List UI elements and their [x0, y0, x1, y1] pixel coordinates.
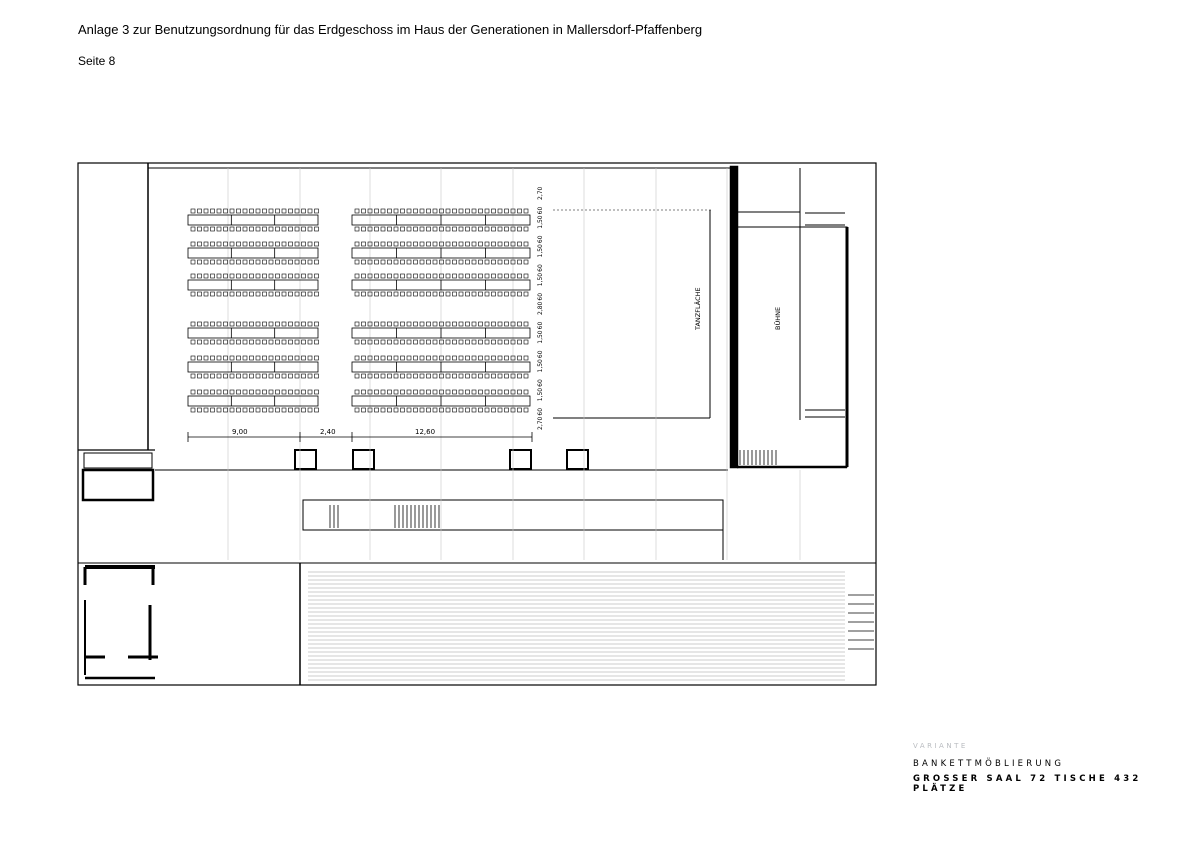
building-outline — [78, 163, 876, 685]
table-row — [188, 390, 319, 412]
side-dimension: 1,50 — [537, 387, 544, 402]
side-dimension: 2,70 — [537, 186, 544, 200]
legend-title: BANKETTMÖBLIERUNG — [913, 759, 1065, 769]
side-dimension: 1,50 — [537, 215, 544, 229]
side-dimension: 2,80 — [537, 301, 544, 315]
side-dimension: 1,50 — [537, 244, 544, 258]
side-dimension: 60 — [537, 407, 544, 416]
page-number: Seite 8 — [78, 54, 116, 68]
side-dimension: 60 — [537, 264, 544, 272]
side-dimension: 60 — [537, 206, 544, 215]
table-row — [188, 209, 319, 231]
side-dimension: 60 — [537, 292, 544, 301]
terrace-hatching — [308, 572, 845, 680]
side-dimension: 1,50 — [537, 359, 544, 373]
dim-2: 2,40 — [320, 428, 336, 436]
page-title: Anlage 3 zur Benutzungsordnung für das Erdgeschoss im Haus der Generationen in Mallersdorf-Pfaffenberg — [78, 22, 703, 37]
stage-label: BÜHNE — [774, 306, 782, 330]
side-dimension: 60 — [537, 321, 544, 330]
side-dimension: 60 — [537, 379, 544, 387]
side-dimension: 1,50 — [537, 272, 544, 287]
side-dimension: 60 — [537, 235, 544, 244]
table-row — [188, 274, 319, 296]
table-row — [188, 322, 319, 344]
table-row — [188, 242, 319, 264]
side-dimension: 1,50 — [537, 330, 544, 344]
side-dimension: 2,70 — [537, 416, 544, 430]
side-dimension: 60 — [537, 350, 544, 359]
legend-variant: VARIANTE — [913, 742, 968, 750]
dance-floor-label: TANZFLÄCHE — [694, 287, 702, 330]
table-row — [188, 356, 319, 378]
dim-1: 9,00 — [232, 428, 248, 436]
banquet-tables — [188, 209, 530, 412]
dim-3: 12,60 — [415, 428, 436, 436]
legend-subtitle: GROSSER SAAL 72 TISCHE 432 PLÄTZE — [913, 774, 1142, 794]
